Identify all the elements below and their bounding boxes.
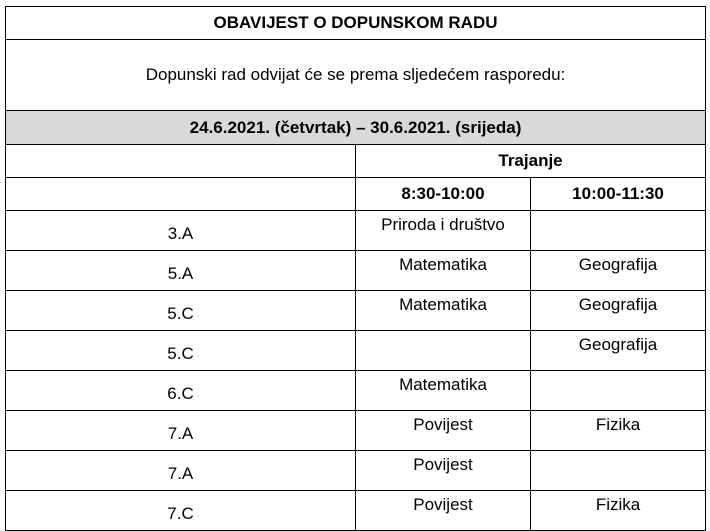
slot2-subject: [531, 371, 706, 411]
title-row: [6, 7, 706, 40]
time-slot-2: 10:00-11:30: [531, 178, 706, 211]
duration-label: Trajanje: [356, 145, 706, 178]
intro-row: [6, 40, 706, 111]
slot2-subject: Geografija: [531, 291, 706, 331]
slot1-subject: Povijest: [356, 411, 531, 451]
slot2-subject: Fizika: [531, 411, 706, 451]
slot1-subject: Matematika: [356, 371, 531, 411]
class-cell: 5.C: [6, 291, 356, 331]
table-row: [6, 331, 706, 371]
table-row: [6, 451, 706, 491]
slot1-subject: Matematika: [356, 291, 531, 331]
class-cell: 5.A: [6, 251, 356, 291]
table-row: [6, 491, 706, 531]
table-row: [6, 251, 706, 291]
slot2-subject: Geografija: [531, 331, 706, 371]
slot1-subject: Matematika: [356, 251, 531, 291]
class-cell: 5.C: [6, 331, 356, 371]
date-range: 24.6.2021. (četvrtak) – 30.6.2021. (srijeda): [6, 111, 706, 145]
class-cell: 6.C: [6, 371, 356, 411]
class-cell: 3.A: [6, 211, 356, 251]
slot1-subject: Povijest: [356, 451, 531, 491]
class-cell: 7.C: [6, 491, 356, 531]
table-row: [6, 411, 706, 451]
table-row: [6, 371, 706, 411]
slot2-subject: Fizika: [531, 491, 706, 531]
slot2-subject: [531, 211, 706, 251]
slot1-subject: Priroda i društvo: [356, 211, 531, 251]
notice-title: OBAVIJEST O DOPUNSKOM RADU: [6, 7, 706, 40]
intro-text: Dopunski rad odvijat će se prema sljedećem rasporedu:: [6, 40, 706, 111]
date-range-row: [6, 111, 706, 145]
duration-header-row: [6, 145, 706, 178]
table-row: [6, 291, 706, 331]
table-row: [6, 211, 706, 251]
slot2-subject: [531, 451, 706, 491]
schedule-table: [5, 6, 706, 531]
time-slot-1: 8:30-10:00: [356, 178, 531, 211]
class-cell: 7.A: [6, 411, 356, 451]
empty-header-cell: [6, 145, 356, 178]
slot1-subject: [356, 331, 531, 371]
empty-header-cell: [6, 178, 356, 211]
slot1-subject: Povijest: [356, 491, 531, 531]
time-slot-row: [6, 178, 706, 211]
slot2-subject: Geografija: [531, 251, 706, 291]
class-cell: 7.A: [6, 451, 356, 491]
